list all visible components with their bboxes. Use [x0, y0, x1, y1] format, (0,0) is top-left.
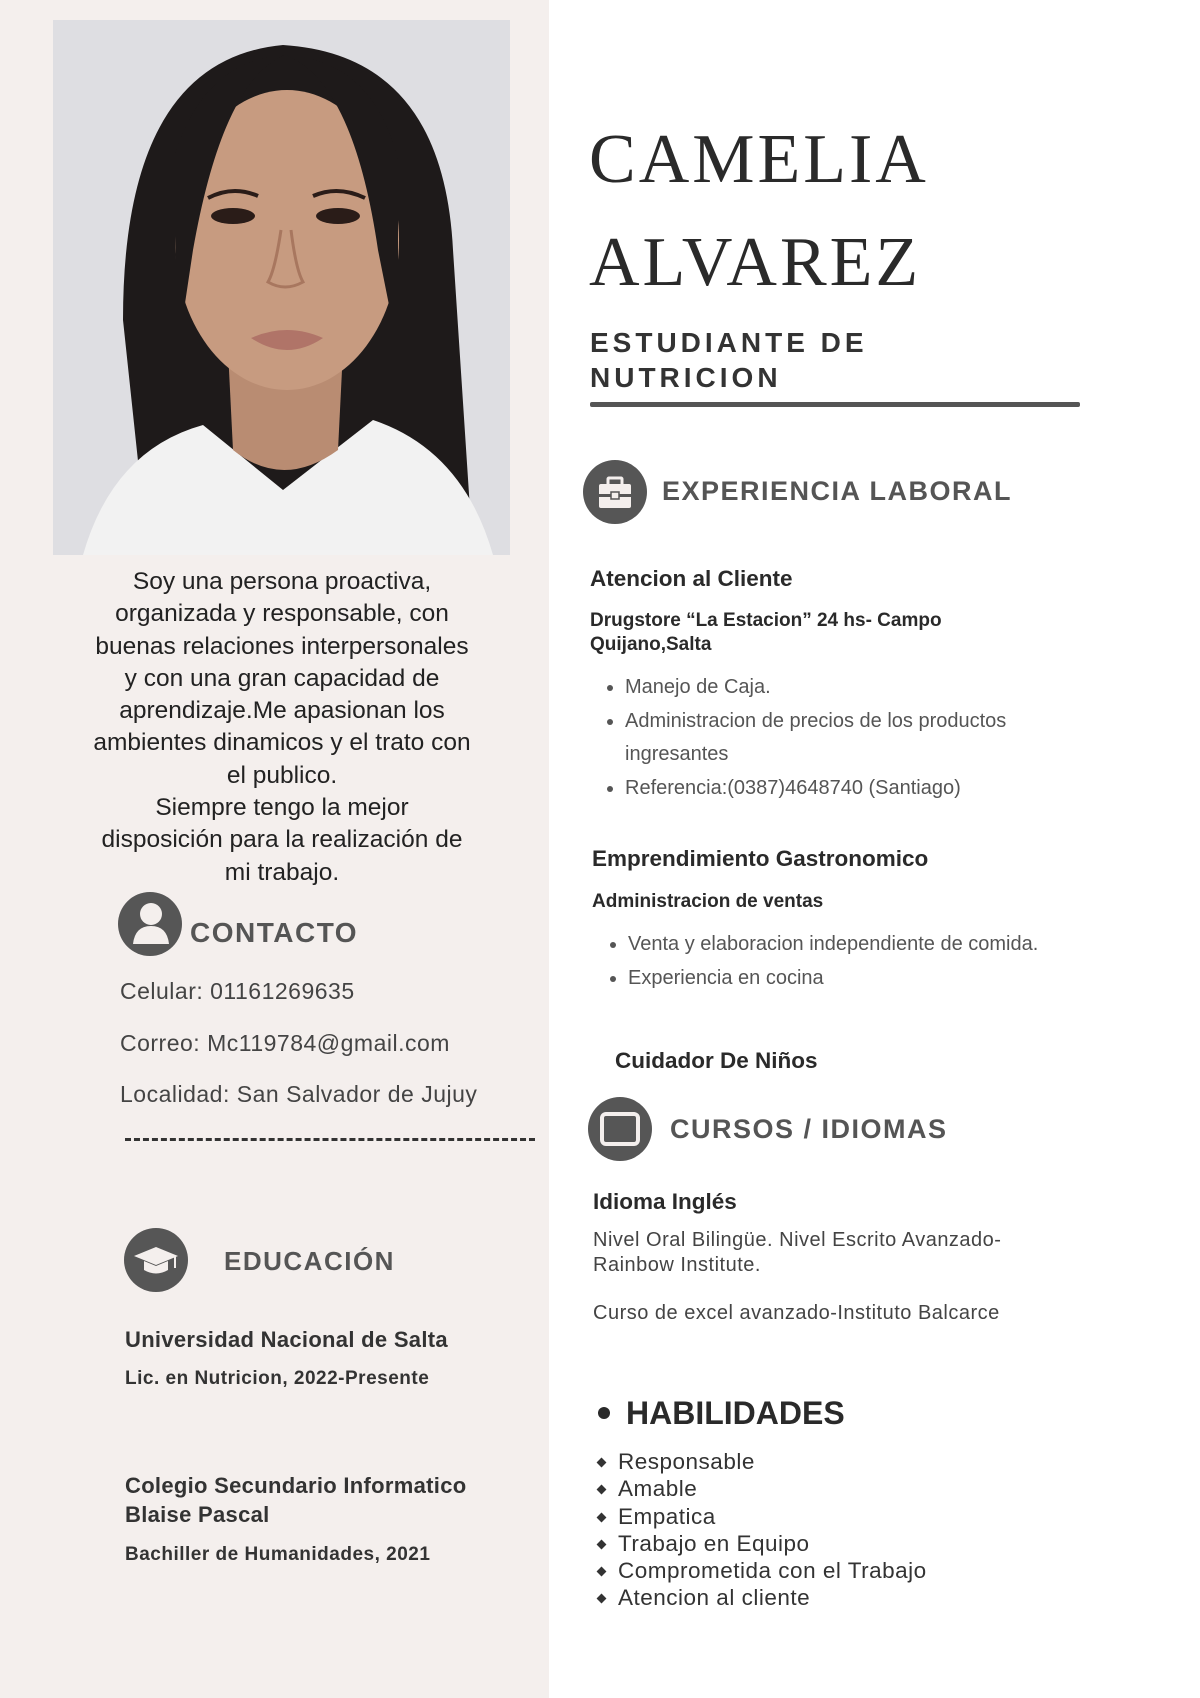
briefcase-icon — [583, 460, 647, 524]
education-title: EDUCACIÓN — [224, 1246, 395, 1276]
language-detail — [593, 1228, 1001, 1278]
list-item: • Venta y elaboracion independiente de comida. — [628, 928, 1068, 962]
role-line: ESTUDIANTE DE — [590, 327, 868, 358]
skill-item: Trabajo en Equipo — [618, 1530, 927, 1557]
about-line: aprendizaje.Me apasionan los — [119, 697, 445, 725]
contact-phone: Celular: 01161269635 — [120, 978, 355, 1004]
language-line: Rainbow Institute. — [593, 1254, 761, 1276]
list-item: • Administracion de precios de los productos ingresantes — [625, 705, 1105, 772]
about-line: disposición para la realización de — [101, 826, 463, 854]
job-company-line: Quijano,Salta — [590, 634, 712, 655]
skill-item: Amable — [618, 1475, 927, 1502]
about-text — [55, 566, 509, 889]
job-title: Emprendimiento Gastronomico — [592, 846, 929, 871]
skill-item: Comprometida con el Trabajo — [618, 1558, 927, 1584]
job-title: Atencion al Cliente — [590, 566, 793, 591]
education-institution: Universidad Nacional de Salta — [125, 1327, 448, 1352]
contact-title: CONTACTO — [190, 917, 359, 948]
divider — [125, 1138, 535, 1141]
job-title: Cuidador De Niños — [615, 1048, 818, 1073]
skills-title-text: HABILIDADES — [626, 1395, 845, 1431]
job-company — [590, 609, 942, 657]
courses-title: CURSOS / IDIOMAS — [670, 1114, 948, 1144]
contact-location: Localidad: San Salvador de Jujuy — [120, 1081, 478, 1107]
education-detail: Bachiller de Humanidades, 2021 — [125, 1544, 431, 1565]
about-line: buenas relaciones interpersonales — [95, 632, 469, 660]
about-line: y con una gran capacidad de — [124, 664, 440, 692]
title-underline — [590, 402, 1080, 407]
education-detail: Lic. en Nutricion, 2022-Presente — [125, 1368, 430, 1389]
about-line: Soy una persona proactiva, — [132, 568, 432, 595]
skill-item: Responsable — [618, 1448, 927, 1475]
job-company-line: Drugstore “La Estacion” 24 hs- Campo — [590, 610, 942, 631]
about-line: ambientes dinamicos y el trato con — [93, 729, 471, 757]
last-name: ALVAREZ — [589, 224, 922, 301]
list-item: • Experiencia en cocina — [628, 962, 1068, 996]
skill-item: Atencion al cliente — [618, 1584, 927, 1611]
course-excel: Curso de excel avanzado-Instituto Balcarce — [593, 1302, 1000, 1324]
skill-item: Empatica — [618, 1503, 927, 1530]
person-icon — [118, 892, 182, 956]
job-bullets — [593, 928, 1068, 995]
about-line: el publico. — [226, 761, 338, 789]
skills-list — [598, 1448, 927, 1612]
job-company: Administracion de ventas — [592, 891, 824, 912]
language-title: Idioma Inglés — [593, 1189, 737, 1214]
job-role — [590, 325, 868, 395]
about-line: mi trabajo. — [224, 858, 340, 886]
role-line: NUTRICION — [590, 362, 782, 393]
first-name: CAMELIA — [589, 121, 929, 198]
about-line: Siempre tengo la mejor — [155, 794, 409, 822]
bullet-icon — [598, 1407, 610, 1419]
profile-photo — [53, 20, 510, 555]
education-institution: Blaise Pascal — [125, 1502, 270, 1527]
language-line: Nivel Oral Bilingüe. Nivel Escrito Avanzado- — [593, 1229, 1002, 1251]
list-item: • Manejo de Caja. — [625, 671, 1105, 705]
graduation-cap-icon — [124, 1228, 188, 1292]
laptop-icon — [588, 1097, 652, 1161]
job-bullets — [590, 671, 1105, 805]
contact-email: Correo: Mc119784@gmail.com — [120, 1030, 450, 1056]
skills-title — [598, 1395, 845, 1432]
list-item: • Referencia:(0387)4648740 (Santiago) — [625, 772, 1105, 806]
experience-title: EXPERIENCIA LABORAL — [662, 476, 1013, 506]
about-line: organizada y responsable, con — [115, 600, 449, 628]
education-institution: Colegio Secundario Informatico — [125, 1473, 467, 1498]
